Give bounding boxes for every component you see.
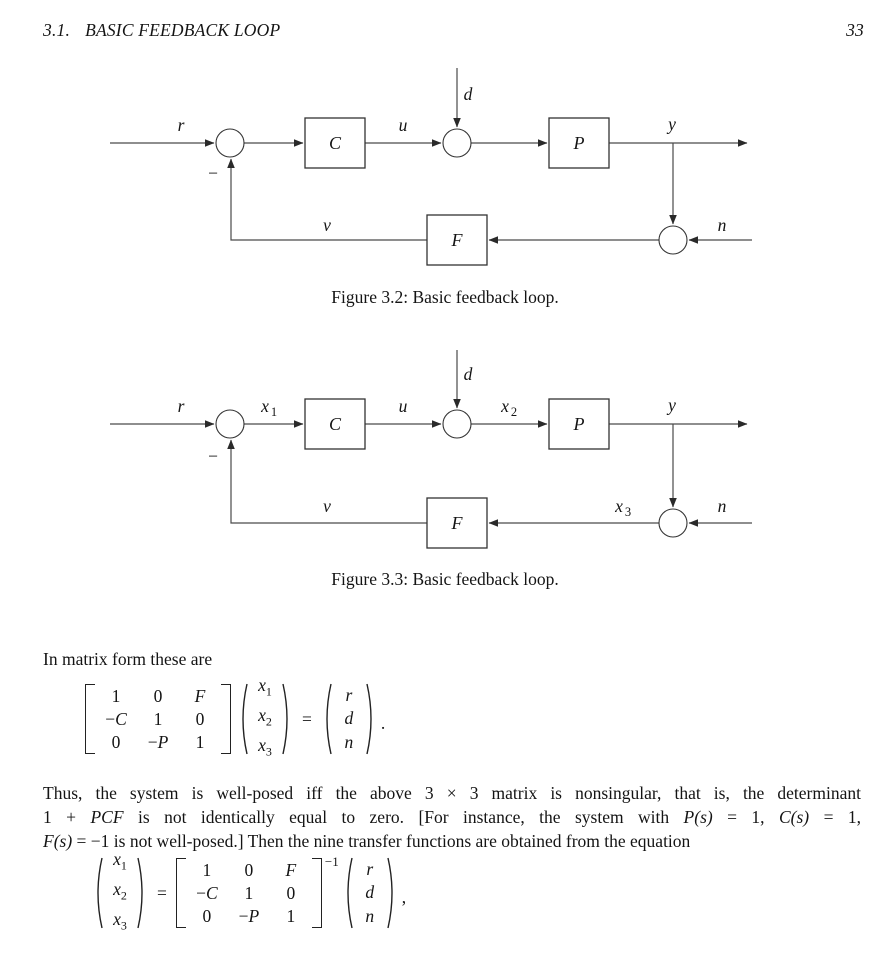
right-square-bracket <box>312 858 322 928</box>
equals-sign: = <box>302 708 312 729</box>
paragraph-line: 1 + PCF is not identically equal to zero. [For instance, the system with P(s) = 1, C(s) = 1, <box>43 807 861 827</box>
page-number: 33 <box>846 20 864 40</box>
coefficient-matrix <box>95 685 221 754</box>
matrix-cell: −C <box>196 882 218 903</box>
body-paragraph <box>43 781 861 853</box>
signal-label-r: r <box>177 396 185 416</box>
equals-sign: = <box>157 882 167 903</box>
figure-3-2-diagram <box>100 55 800 285</box>
input-vector <box>354 858 386 929</box>
minus-sign: − <box>208 163 218 183</box>
signal-label-x2: x <box>501 396 509 416</box>
signal-label-d: d <box>463 84 473 104</box>
paragraph-line: F(s) = −1 is not well-posed.] Then the nine transfer functions are obtained from the equation <box>43 831 691 851</box>
signal-label-x1-sub: 1 <box>270 405 278 419</box>
matrix-cell: 1 <box>195 731 205 752</box>
block-label-F: F <box>451 230 463 250</box>
coefficient-matrix <box>186 859 312 928</box>
right-paren <box>365 681 377 757</box>
left-paren <box>92 855 104 931</box>
signal-label-x3-sub: 3 <box>624 505 632 519</box>
fig32-connectors <box>110 68 752 240</box>
matrix-cell: 0 <box>244 859 254 880</box>
vector-cell: n <box>344 731 354 752</box>
matrix-cell: −C <box>105 708 127 729</box>
figure-3-2-caption: Figure 3.2: Basic feedback loop. <box>331 287 559 307</box>
signal-label-u: u <box>398 115 408 135</box>
signal-label-r: r <box>177 115 185 135</box>
inverse-exponent: −1 <box>324 854 339 869</box>
block-label-C: C <box>328 414 342 434</box>
matrix-equation-1 <box>85 675 386 759</box>
matrix-cell: 0 <box>195 708 205 729</box>
vector-cell: $x_1$ <box>113 849 127 873</box>
section-heading <box>43 20 280 41</box>
state-vector <box>104 848 136 938</box>
signal-label-x1: x <box>261 396 269 416</box>
summing-junction <box>216 410 244 438</box>
summing-junction <box>443 410 471 438</box>
section-title: BASIC FEEDBACK LOOP <box>85 20 281 40</box>
left-paren <box>321 681 333 757</box>
matrix-cell: 1 <box>244 882 254 903</box>
equation-comma: , <box>401 886 407 907</box>
page-header <box>43 20 864 41</box>
right-paren <box>281 681 293 757</box>
signal-label-n: n <box>717 215 727 235</box>
fig33-connectors <box>110 350 752 523</box>
input-vector <box>333 684 365 755</box>
matrix-cell: 1 <box>286 905 296 926</box>
matrix-cell: −P <box>147 731 169 752</box>
left-paren <box>237 681 249 757</box>
summing-junction <box>443 129 471 157</box>
vector-cell: $x_3$ <box>258 735 272 759</box>
signal-label-y: y <box>668 395 676 415</box>
minus-sign: − <box>208 446 218 466</box>
matrix-cell: 1 <box>153 708 163 729</box>
matrix-cell: 0 <box>111 731 121 752</box>
summing-junction <box>659 509 687 537</box>
matrix-cell: 0 <box>153 685 163 706</box>
vector-cell: $x_2$ <box>113 879 127 903</box>
figure-3-3-diagram <box>100 336 800 568</box>
signal-label-d: d <box>463 364 473 384</box>
vector-cell: r <box>366 858 374 879</box>
equation-period: . <box>380 712 386 733</box>
matrix-cell: 1 <box>111 685 121 706</box>
vector-cell: r <box>345 684 353 705</box>
vector-cell: $x_2$ <box>258 705 272 729</box>
signal-label-v: v <box>323 496 331 516</box>
matrix-equation-2 <box>92 849 407 933</box>
left-square-bracket <box>176 858 186 928</box>
block-label-P: P <box>573 414 585 434</box>
signal-label-n: n <box>717 496 727 516</box>
right-paren <box>136 855 148 931</box>
vector-cell: d <box>344 708 354 729</box>
left-paren <box>342 855 354 931</box>
paragraph-line: Thus, the system is well-posed iff the above 3 × 3 matrix is nonsingular, that is, the determinant <box>43 783 861 803</box>
signal-label-x3: x <box>615 496 623 516</box>
block-label-P: P <box>573 133 585 153</box>
vector-cell: d <box>365 882 375 903</box>
signal-label-y: y <box>668 114 676 134</box>
matrix-cell: F <box>194 685 206 706</box>
matrix-cell: 0 <box>286 882 296 903</box>
signal-label-v: v <box>323 215 331 235</box>
matrix-intro-text: In matrix form these are <box>43 649 213 669</box>
left-square-bracket <box>85 684 95 754</box>
summing-junction <box>216 129 244 157</box>
block-label-C: C <box>328 133 342 153</box>
vector-cell: $x_3$ <box>113 909 127 933</box>
state-vector <box>249 674 281 764</box>
matrix-cell: 0 <box>202 905 212 926</box>
matrix-cell: −P <box>238 905 260 926</box>
summing-junction <box>659 226 687 254</box>
figure-3-3-caption: Figure 3.3: Basic feedback loop. <box>331 569 559 589</box>
matrix-cell: 1 <box>202 859 212 880</box>
signal-label-x2-sub: 2 <box>510 405 518 419</box>
vector-cell: $x_1$ <box>258 675 272 699</box>
signal-label-u: u <box>398 396 408 416</box>
section-number: 3.1. <box>43 20 71 40</box>
vector-cell: n <box>365 905 375 926</box>
right-paren <box>386 855 398 931</box>
block-label-F: F <box>451 513 463 533</box>
matrix-cell: F <box>285 859 297 880</box>
right-square-bracket <box>221 684 231 754</box>
